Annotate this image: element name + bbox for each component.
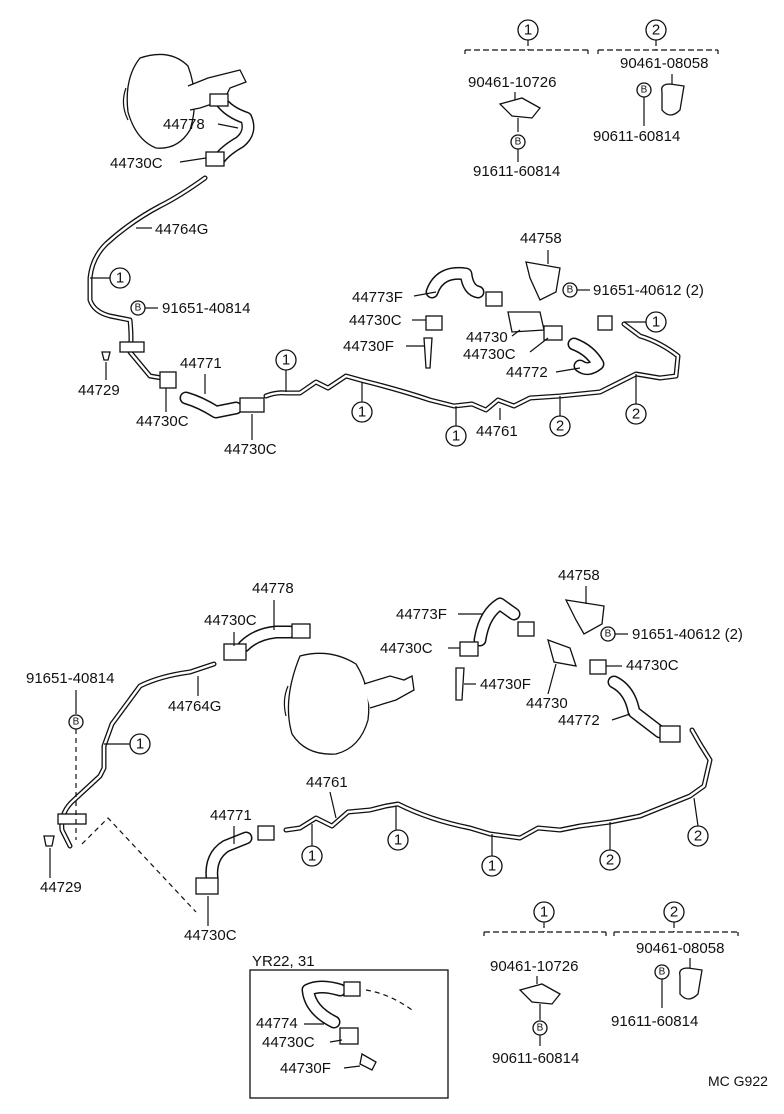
bottom-label-44758: 44758: [558, 567, 600, 584]
inset-label-44730f: 44730F: [280, 1060, 331, 1077]
top-label-44730: 44730: [466, 329, 508, 346]
top-bracket-icon: [120, 342, 144, 352]
top-clip-44730c-mid-icon: [240, 398, 264, 412]
top-label-44730c-d: 44730C: [349, 312, 402, 329]
bottom-clip-44773f-icon: [518, 622, 534, 636]
bottom-label-44730f: 44730F: [480, 676, 531, 693]
bottom-clip-44730c-c-icon: [460, 642, 478, 656]
top-label-44730c-c: 44730C: [224, 441, 277, 458]
top-legend-part-91611-60814: 91611-60814: [473, 163, 561, 180]
bottom-label-91651-40612: 91651-40612 (2): [632, 626, 743, 643]
top-clip-44773f-icon: [486, 292, 502, 306]
inset-title: YR22, 31: [252, 953, 315, 970]
inset-label-44730c: 44730C: [262, 1034, 315, 1051]
bottom-label-44764g: 44764G: [168, 698, 222, 715]
bottom-44729-icon: [44, 836, 54, 846]
bottom-brake-booster-icon: [284, 653, 414, 754]
bolt-mark-text: B: [72, 716, 80, 728]
top-label-44730c-b: 44730C: [136, 413, 189, 430]
bolt-mark-text: B: [566, 284, 574, 296]
bottom-label-44730: 44730: [526, 695, 568, 712]
bottom-labels: [26, 567, 743, 944]
bolt-mark-text: B: [134, 302, 142, 314]
top-label-91651-40814: 91651-40814: [162, 300, 251, 317]
top-clip-44730c-e-icon: [544, 326, 562, 340]
bottom-marker-e-text: 2: [605, 851, 615, 869]
top-clip-44730c-icon: [206, 152, 224, 166]
bottom-legend-part-91611-60814: 91611-60814: [611, 1013, 699, 1030]
bottom-marker-a-text: 1: [135, 735, 145, 753]
top-legend-marker-2-label: 2: [651, 21, 661, 39]
bottom-clamp-bracket-1-icon: [520, 984, 560, 1004]
top-marker-b-text: 1: [281, 351, 291, 369]
top-marker-a-text: 1: [115, 269, 125, 287]
bottom-clip-44730c-a-icon: [224, 644, 246, 660]
top-marker-g-text: 2: [631, 405, 641, 423]
inset-clip-upper-icon: [344, 982, 360, 996]
bottom-markers: [104, 734, 708, 876]
top-clip-44730c-d-icon: [426, 316, 442, 330]
top-label-44758: 44758: [520, 230, 562, 247]
top-marker-c-text: 1: [357, 403, 367, 421]
bottom-label-44761: 44761: [306, 774, 348, 791]
top-44729-icon: [102, 352, 110, 360]
bottom-clip-44730c-b-icon: [196, 878, 218, 894]
bottom-marker-b-text: 1: [307, 847, 317, 865]
bolt-mark-text: B: [536, 1022, 544, 1034]
top-label-91651-40612: 91651-40612 (2): [593, 282, 704, 299]
top-clip-upper-icon: [210, 94, 228, 106]
bottom-clip-44730c-d-icon: [590, 660, 606, 674]
yr22-31-inset: [250, 953, 448, 1098]
bottom-bracket-icon: [58, 814, 86, 824]
bottom-marker-c-text: 1: [393, 831, 403, 849]
clamp-bracket-2-icon: [662, 84, 684, 115]
top-label-44761: 44761: [476, 423, 518, 440]
top-44730f-icon: [424, 338, 432, 368]
bottom-clip-44772-icon: [660, 726, 680, 742]
clamp-bracket-1-icon: [500, 98, 540, 118]
top-label-44771: 44771: [180, 355, 222, 372]
bottom-label-44778: 44778: [252, 580, 294, 597]
bottom-44730f-icon: [456, 668, 464, 700]
bottom-label-44730c-d: 44730C: [626, 657, 679, 674]
bolt-mark-text: B: [658, 966, 666, 978]
top-legend-part-90461-08058: 90461-08058: [620, 55, 709, 72]
top-label-44772: 44772: [506, 364, 548, 381]
bottom-legend-part-90461-10726: 90461-10726: [490, 958, 579, 975]
inset-clip-44730c-icon: [340, 1028, 358, 1044]
top-labels: [78, 116, 704, 458]
top-clip-44730c-left-icon: [160, 372, 176, 388]
top-legend-part-90611-60814: 90611-60814: [593, 128, 681, 145]
bottom-label-44771: 44771: [210, 807, 252, 824]
top-label-44730f: 44730F: [343, 338, 394, 355]
inset-label-44774: 44774: [256, 1015, 298, 1032]
bottom-44730-icon: [548, 640, 576, 666]
bottom-legend-part-90461-08058: 90461-08058: [636, 940, 725, 957]
figure-code: MC G922: [708, 1073, 768, 1089]
bottom-label-44730c-b: 44730C: [184, 927, 237, 944]
top-label-44764g: 44764G: [155, 221, 209, 238]
top-marker-e-text: 1: [651, 313, 661, 331]
bottom-label-44730c-c: 44730C: [380, 640, 433, 657]
bottom-legend-marker-2-label: 2: [669, 903, 679, 921]
bottom-clamp-bracket-2-icon: [680, 968, 702, 999]
top-clip-right-icon: [598, 316, 612, 330]
bottom-label-44730c-a: 44730C: [204, 612, 257, 629]
bottom-marker-d-text: 1: [487, 857, 497, 875]
bottom-label-91651-40814: 91651-40814: [26, 670, 115, 687]
bottom-clamp-legend: [484, 902, 738, 1067]
bottom-label-44773f: 44773F: [396, 606, 447, 623]
bottom-marker-f-text: 2: [693, 827, 703, 845]
top-44730-icon: [508, 312, 544, 332]
bottom-label-44772: 44772: [558, 712, 600, 729]
bottom-44758-icon: [566, 600, 604, 634]
bottom-label-44729: 44729: [40, 879, 82, 896]
top-label-44773f: 44773F: [352, 289, 403, 306]
top-clamp-legend: [465, 20, 718, 180]
top-legend-part-90461-10726: 90461-10726: [468, 74, 557, 91]
top-label-44730c-a: 44730C: [110, 155, 163, 172]
bolt-mark-text: B: [514, 136, 522, 148]
top-44758-icon: [526, 262, 560, 300]
bottom-legend-part-90611-60814: 90611-60814: [492, 1050, 580, 1067]
bottom-clip-44778-icon: [292, 624, 310, 638]
bottom-clip-44771-icon: [258, 826, 274, 840]
top-label-44730c-e: 44730C: [463, 346, 516, 363]
top-marker-d-text: 1: [451, 427, 461, 445]
bolt-mark-text: B: [604, 628, 612, 640]
top-label-44778: 44778: [163, 116, 205, 133]
bottom-legend-marker-1-label: 1: [539, 903, 549, 921]
top-marker-f-text: 2: [555, 417, 565, 435]
bolt-mark-text: B: [640, 84, 648, 96]
top-legend-marker-1-label: 1: [523, 21, 533, 39]
top-label-44729: 44729: [78, 382, 120, 399]
